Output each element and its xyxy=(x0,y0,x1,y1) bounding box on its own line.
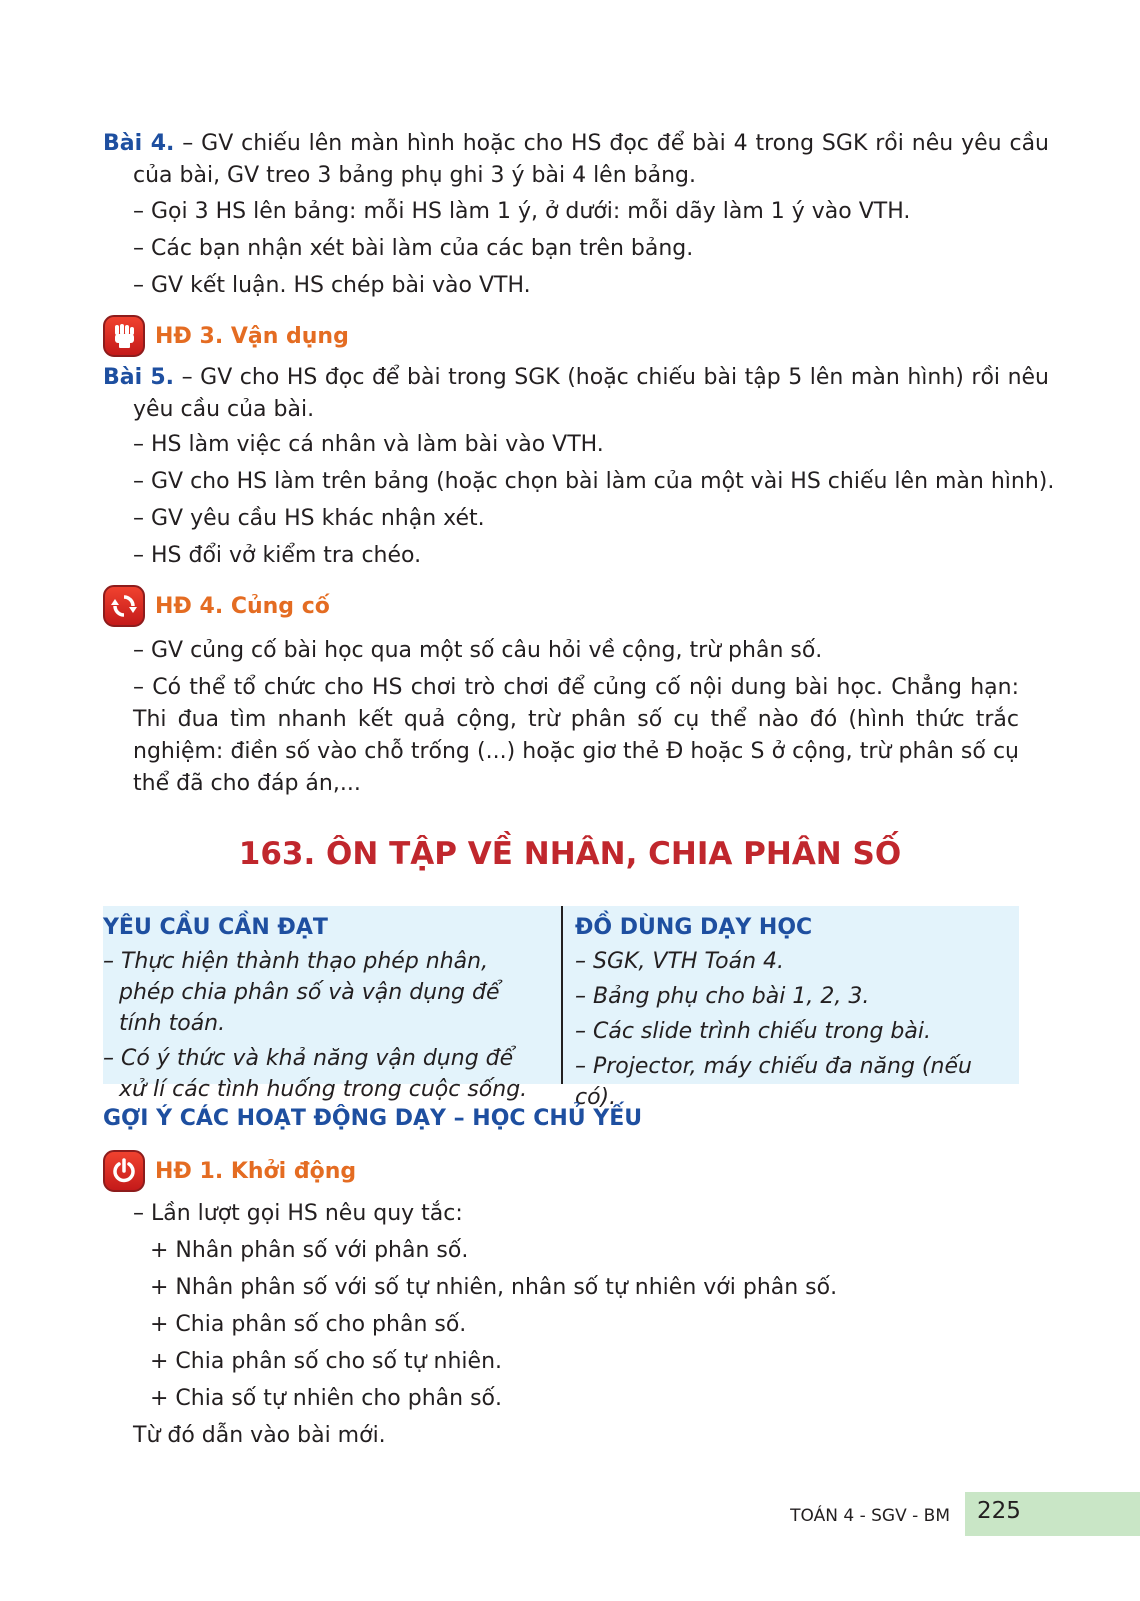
bai4-text: – GV chiếu lên màn hình hoặc cho HS đọc để bài 4 trong SGK rồi nêu yêu cầu của bài, GV treo 3 bảng phụ ghi 3 ý bài 4 lên bảng. xyxy=(133,131,1049,188)
page-number: 225 xyxy=(977,1498,1021,1524)
lesson-title: 163. ÔN TẬP VỀ NHÂN, CHIA PHÂN SỐ xyxy=(238,836,902,872)
hd3-title: HĐ 3. Vận dụng xyxy=(155,323,349,349)
hd3-heading xyxy=(103,314,349,358)
requirement-item: – Có ý thức và khả năng vận dụng để xử lí các tình huống trong cuộc sống. xyxy=(103,1046,528,1102)
hd1-closing: Từ đó dẫn vào bài mới. xyxy=(133,1423,386,1448)
page-number-box xyxy=(965,1492,1140,1536)
requirements-heading: YÊU CẦU CẦN ĐẠT xyxy=(103,915,328,940)
hd1-intro: – Lần lượt gọi HS nêu quy tắc: xyxy=(133,1201,463,1226)
hd4-title: HĐ 4. Củng cố xyxy=(155,593,330,619)
bai4-item: – GV kết luận. HS chép bài vào VTH. xyxy=(133,273,531,298)
activities-heading: GỢI Ý CÁC HOẠT ĐỘNG DẠY – HỌC CHỦ YẾU xyxy=(103,1106,643,1131)
bai5-item: – HS đổi vở kiểm tra chéo. xyxy=(133,543,422,568)
bai5-text: – GV cho HS đọc để bài trong SGK (hoặc chiếu bài tập 5 lên màn hình) rồi nêu yêu cầu của bài. xyxy=(133,365,1049,422)
bai5-item: – GV yêu cầu HS khác nhận xét. xyxy=(133,506,485,531)
materials-column xyxy=(575,912,1015,1113)
requirements-column xyxy=(103,912,533,1105)
material-item: – SGK, VTH Toán 4. xyxy=(575,949,785,974)
hd4-item: – GV củng cố bài học qua một số câu hỏi về cộng, trừ phân số. xyxy=(133,638,823,663)
bai5-label: Bài 5. xyxy=(103,365,175,390)
hd1-rule: + Chia phân số cho phân số. xyxy=(150,1312,467,1337)
hd1-rule: + Chia số tự nhiên cho phân số. xyxy=(150,1386,502,1411)
bai4-item: – Các bạn nhận xét bài làm của các bạn trên bảng. xyxy=(133,236,694,261)
material-item: – Projector, máy chiếu đa năng (nếu có). xyxy=(575,1054,972,1110)
footer-book-title: TOÁN 4 - SGV - BM xyxy=(790,1506,950,1526)
requirement-item: – Thực hiện thành thạo phép nhân, phép chia phân số và vận dụng để tính toán. xyxy=(103,949,500,1036)
hd1-rule: + Nhân phân số với số tự nhiên, nhân số tự nhiên với phân số. xyxy=(150,1275,838,1300)
material-item: – Bảng phụ cho bài 1, 2, 3. xyxy=(575,984,870,1009)
bai4-label: Bài 4. xyxy=(103,131,175,156)
hd1-rule: + Nhân phân số với phân số. xyxy=(150,1238,469,1263)
hd4-item: – Có thể tổ chức cho HS chơi trò chơi để củng cố nội dung bài học. Chẳng hạn: Thi đua tìm nhanh kết quả cộng, trừ phân số cụ thể nào đó (hình thức trắc nghiệm: điền số vào chỗ trống (...) hoặc giơ thẻ Đ hoặc S ở cộng, trừ phân số cụ thể đã cho đáp án,... xyxy=(133,675,1019,796)
refresh-icon xyxy=(103,585,145,627)
bai5-item: – HS làm việc cá nhân và làm bài vào VTH. xyxy=(133,432,604,457)
bai5-item: – GV cho HS làm trên bảng (hoặc chọn bài làm của một vài HS chiếu lên màn hình). xyxy=(133,469,1055,494)
bai4-item: – Gọi 3 HS lên bảng: mỗi HS làm 1 ý, ở dưới: mỗi dãy làm 1 ý vào VTH. xyxy=(133,199,911,224)
hd1-title: HĐ 1. Khởi động xyxy=(155,1158,357,1184)
materials-heading: ĐỒ DÙNG DẠY HỌC xyxy=(575,915,813,940)
power-icon xyxy=(103,1150,145,1192)
material-item: – Các slide trình chiếu trong bài. xyxy=(575,1019,931,1044)
bai5-paragraph xyxy=(103,362,1049,426)
hd1-rule: + Chia phân số cho số tự nhiên. xyxy=(150,1349,502,1374)
requirements-box xyxy=(103,906,1019,1110)
fist-icon xyxy=(103,315,145,357)
hd4-heading xyxy=(103,584,330,628)
hd1-heading xyxy=(103,1149,356,1193)
box-divider xyxy=(561,906,563,1084)
bai4-paragraph xyxy=(103,128,1049,192)
